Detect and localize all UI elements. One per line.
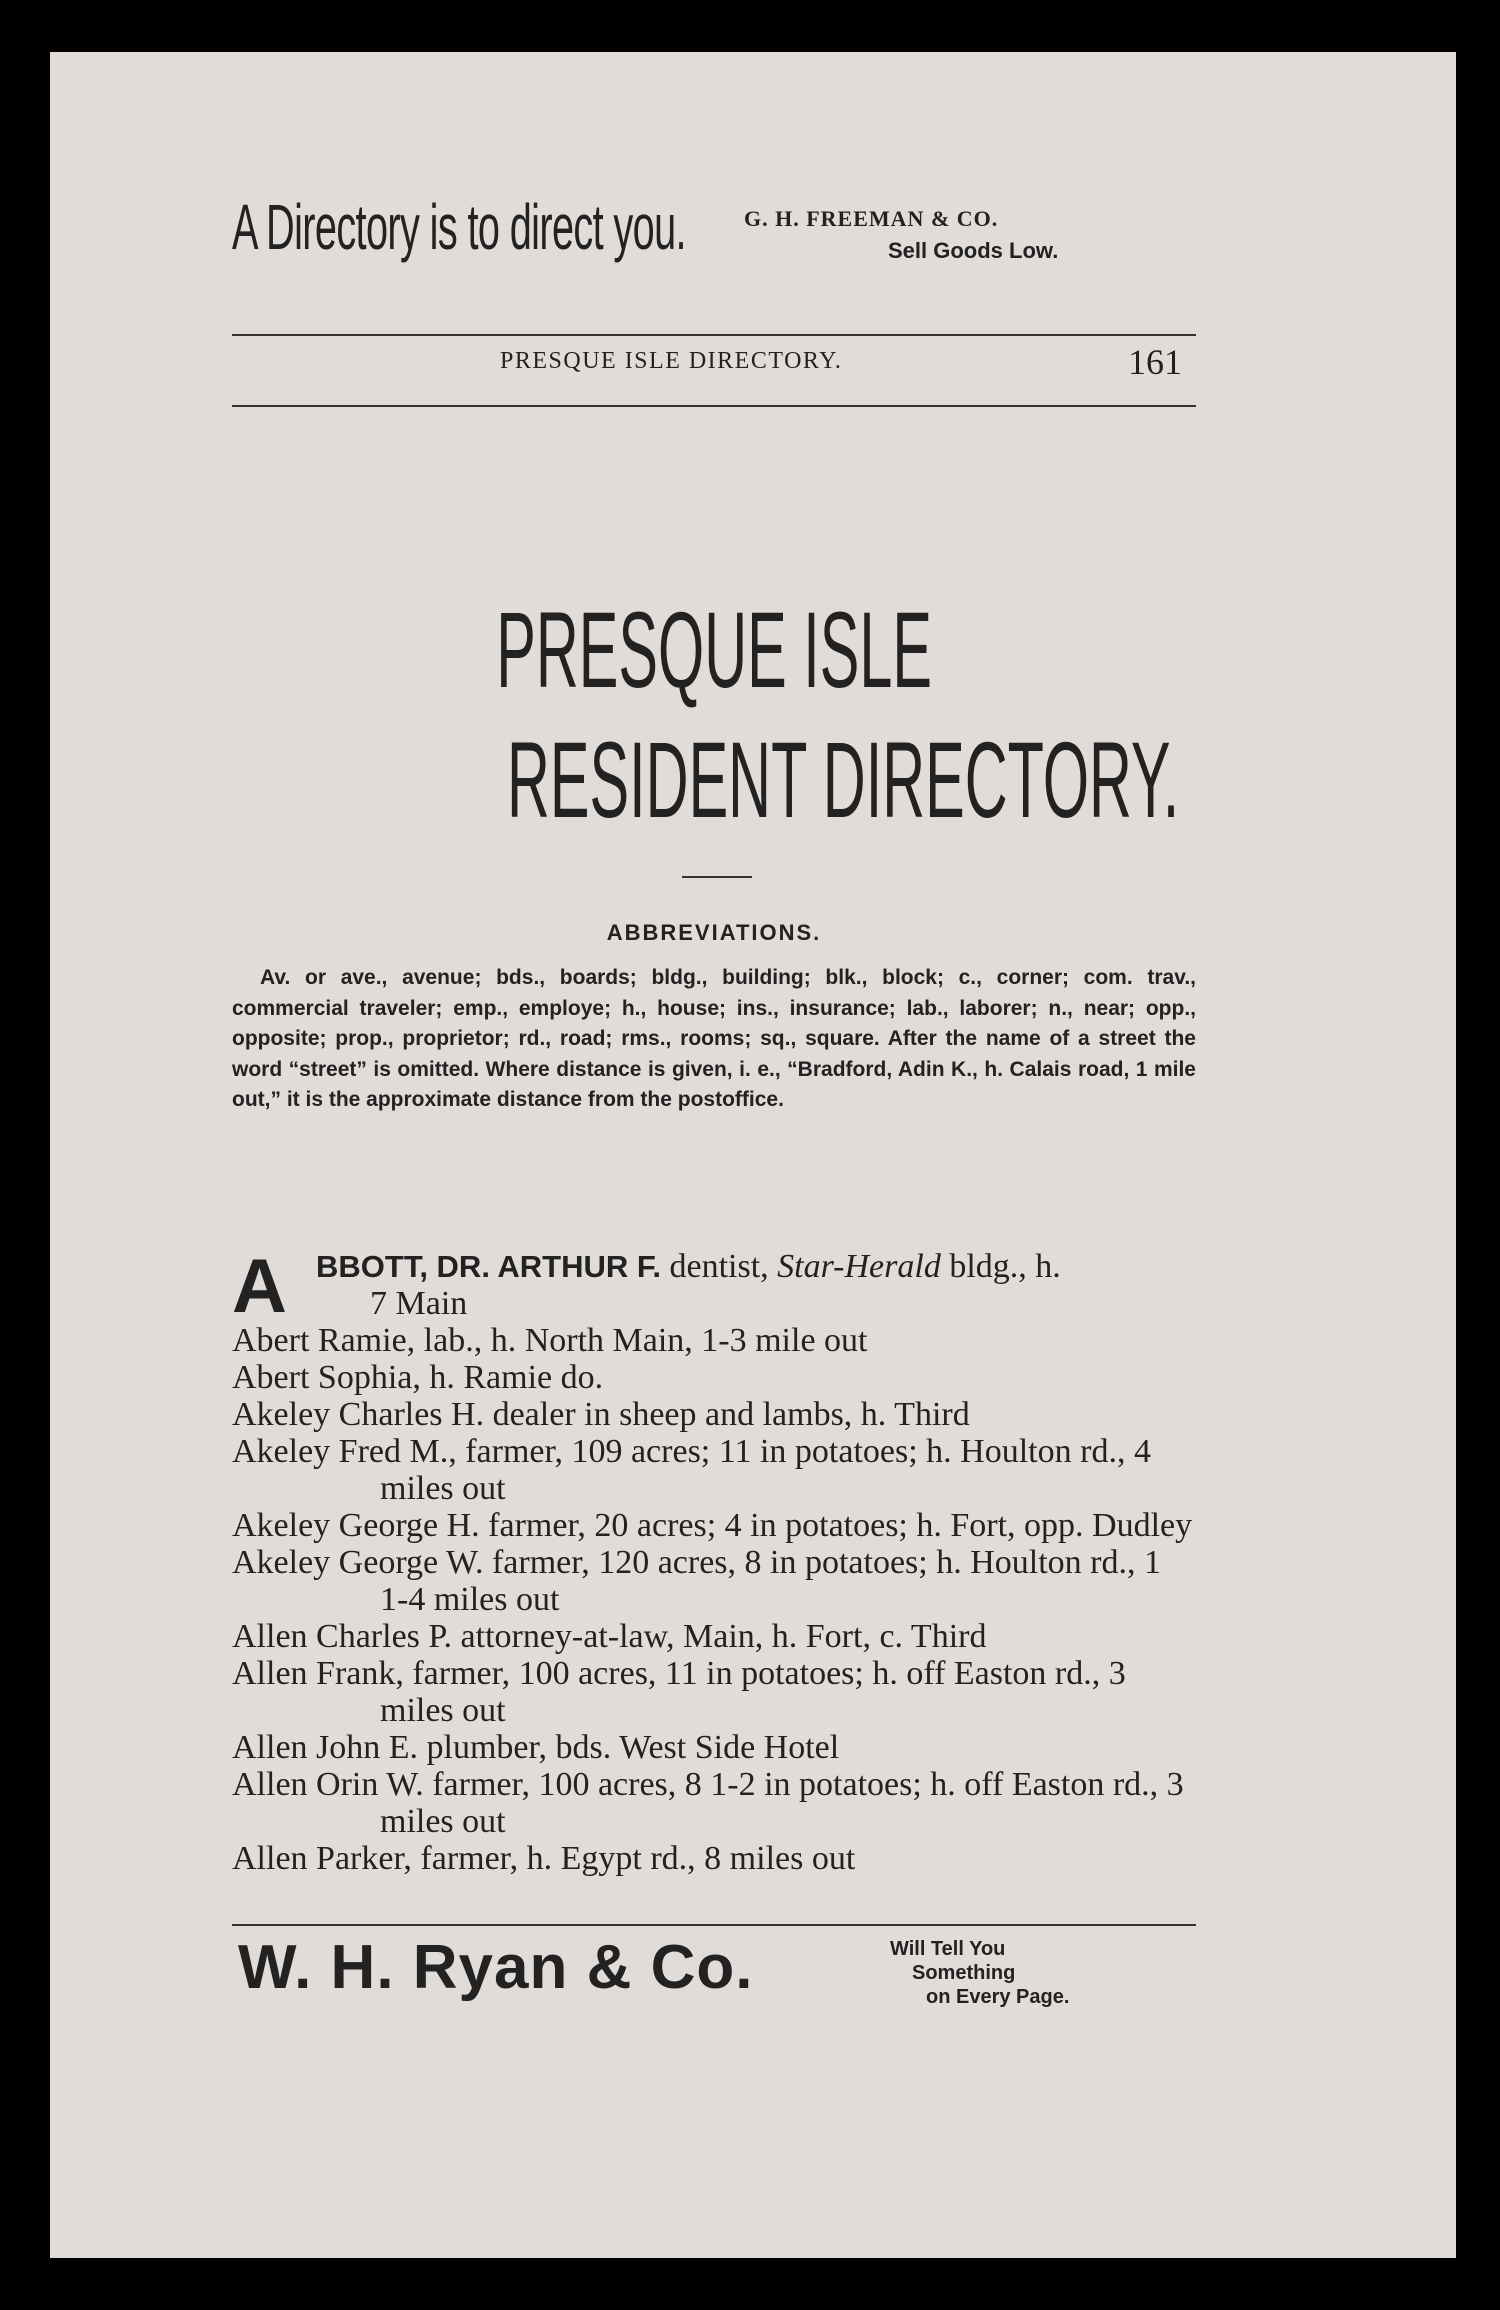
directory-entry: Abert Sophia, h. Ramie do. [232, 1359, 604, 1396]
directory-entry: Akeley Charles H. dealer in sheep and lambs, h. Third [232, 1396, 970, 1433]
page-title-line2: RESIDENT DIRECTORY. [507, 719, 1180, 840]
abbreviations-heading: ABBREVIATIONS. [606, 920, 822, 945]
entry-continuation: 7 Main [370, 1285, 468, 1322]
footer-ad-tag-line1: Will Tell You [890, 1938, 1006, 1960]
ad-firm-name: G. H. FREEMAN & CO. [744, 206, 999, 231]
drop-cap: A [232, 1244, 287, 1329]
header-advertisement [232, 190, 1192, 310]
page-number: 161 [1128, 342, 1182, 382]
entry-desc-end: bldg., h. [940, 1248, 1061, 1285]
page-title-line1: PRESQUE ISLE [496, 589, 932, 710]
footer-ad-firm: W. H. Ryan & Co. [238, 1933, 754, 2002]
ad-tagline: Sell Goods Low. [888, 238, 1059, 263]
title-divider [682, 876, 752, 878]
directory-entry: Akeley Fred M., farmer, 109 acres; 11 in potatoes; h. Houlton rd., 4 miles out [232, 1433, 1151, 1507]
directory-entries [232, 1244, 1196, 1877]
footer-ad-tag-line3: on Every Page. [926, 1986, 1070, 2008]
entry-desc-start: dentist, [661, 1248, 778, 1285]
running-head: PRESQUE ISLE DIRECTORY. [500, 348, 843, 374]
header-rule [232, 334, 1196, 336]
footer-rule [232, 1924, 1196, 1926]
directory-entry: Allen Frank, farmer, 100 acres, 11 in potatoes; h. off Easton rd., 3 miles out [232, 1655, 1126, 1729]
directory-entry: Allen Parker, farmer, h. Egypt rd., 8 miles out [232, 1840, 856, 1877]
entry-name: BBOTT, DR. ARTHUR F. [316, 1249, 661, 1284]
directory-entry: Allen Charles P. attorney-at-law, Main, h. Fort, c. Third [232, 1618, 987, 1655]
running-head-rule [232, 405, 1196, 407]
entry-desc-italic: Star-Herald [777, 1248, 941, 1285]
directory-entry: Akeley George H. farmer, 20 acres; 4 in potatoes; h. Fort, opp. Dudley [232, 1507, 1193, 1544]
directory-entry: Allen Orin W. farmer, 100 acres, 8 1-2 in potatoes; h. off Easton rd., 3 miles out [232, 1766, 1184, 1840]
footer-advertisement [232, 1928, 1196, 2038]
footer-ad-tag-line2: Something [912, 1962, 1016, 1984]
abbreviations-text: Av. or ave., avenue; bds., boards; bldg., building; blk., block; c., corner; com. trav., commercial traveler; emp., employe; h., house; ins., insurance; lab., laborer; n., near; opp., opposite; prop., proprietor; rd., road; rms., rooms; sq., square. After the name of a street the word “street” is omitted. Where distance is given, i. e., “Bradford, Adin K., h. Calais road, 1 mile out,” it is the approximate distance from the postoffice. [232, 966, 1196, 1111]
directory-entry: Abert Ramie, lab., h. North Main, 1-3 mile out [232, 1322, 868, 1359]
directory-entry: Akeley George W. farmer, 120 acres, 8 in potatoes; h. Houlton rd., 1 1-4 miles out [232, 1544, 1162, 1618]
ad-slogan: A Directory is to direct you. [232, 191, 686, 263]
directory-entry: Allen John E. plumber, bds. West Side Hotel [232, 1729, 840, 1766]
directory-entry-first [232, 1244, 1196, 1329]
